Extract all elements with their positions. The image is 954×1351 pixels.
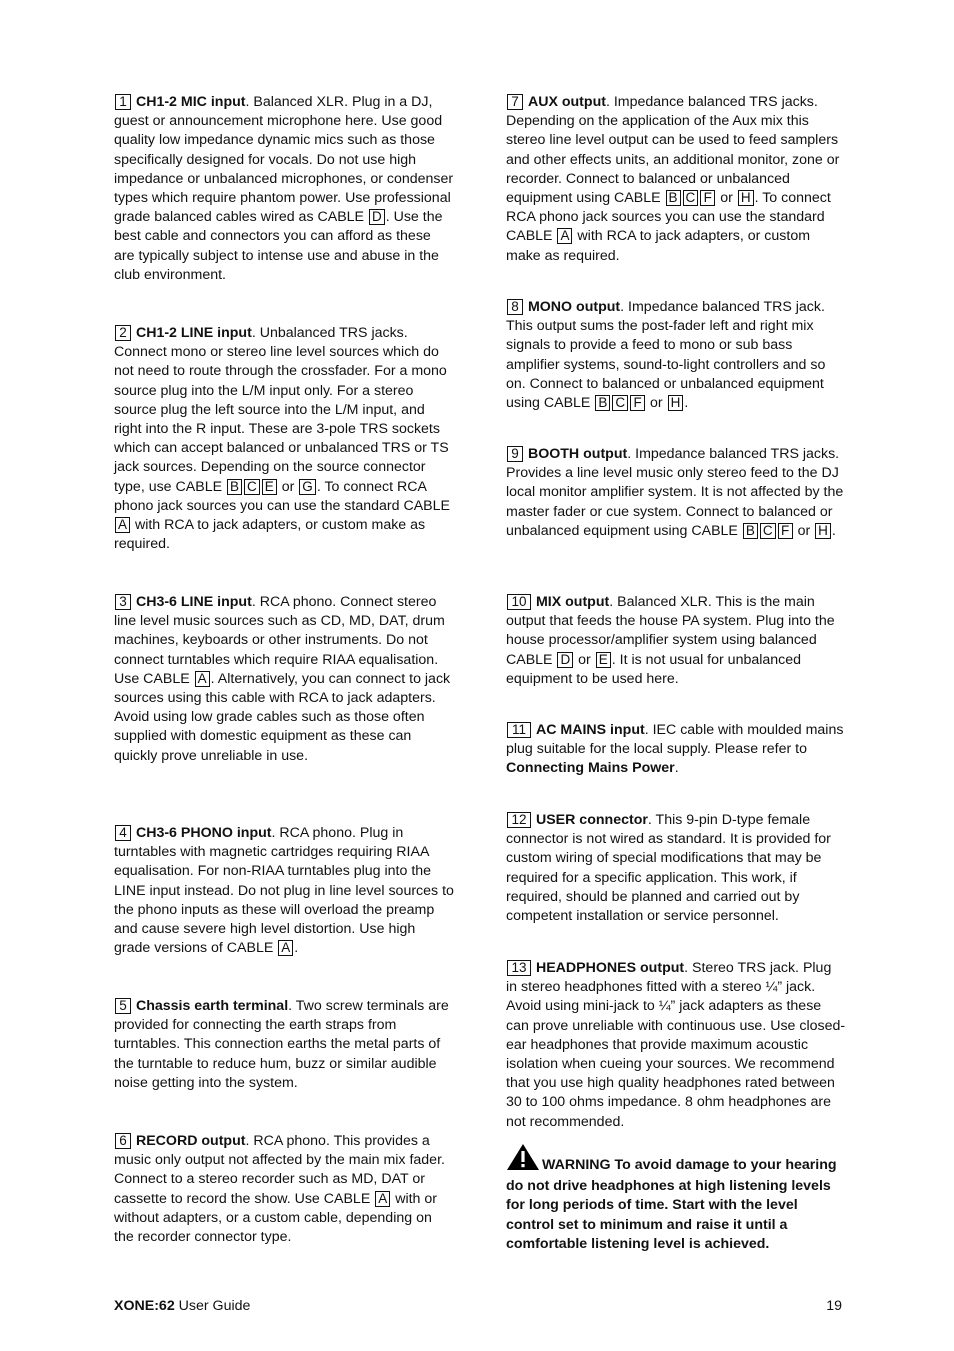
item-number: 10 (507, 594, 531, 610)
cable-ref: A (195, 671, 210, 687)
item-number: 7 (507, 94, 523, 110)
cable-ref: C (612, 395, 628, 411)
section-phono-input: 4 CH3-6 PHONO input. RCA phono. Plug in turntables with magnetic cartridges requiring RIAA equalisation. For non-RIAA turntables plug into the LINE input instead. Do not plug in line level sources to the phono inputs as these will overload the preamp and cause severe high level distortion. Use high grade versions of CABLE A . (114, 825, 454, 957)
cable-ref: B (743, 523, 758, 539)
section-title: BOOTH output (527, 446, 628, 462)
section-title: CH3-6 LINE input (135, 594, 252, 610)
section-ac-mains: 11 AC MAINS input. IEC cable with moulded mains plug suitable for the local supply. Please refer to Connecting Mains Power. (506, 722, 844, 777)
cable-ref: A (115, 517, 130, 533)
section-user-connector: 12 USER connector. This 9-pin D-type female connector is not wired as standard. It is provided for custom wiring of special modifications that may be required for a specific application. This work, if required, should be planned and carried out by competent installation or service personnel. (506, 812, 831, 925)
item-number: 2 (115, 325, 131, 341)
item-number: 8 (507, 299, 523, 315)
cable-ref: F (630, 395, 645, 411)
section-title: Chassis earth terminal (135, 998, 289, 1014)
cable-ref: H (738, 190, 754, 206)
section-title: AUX output (527, 94, 606, 110)
section-title: USER connector (535, 812, 648, 828)
cable-ref: B (595, 395, 610, 411)
section-title: HEADPHONES output (535, 960, 685, 976)
cable-ref: A (375, 1191, 390, 1207)
cable-ref: F (778, 523, 793, 539)
warning-label: WARNING (542, 1157, 611, 1173)
section-title: CH1-2 MIC input (135, 94, 246, 110)
section-ch3-6-line-input: 3 CH3-6 LINE input. RCA phono. Connect stereo line level music sources such as CD, MD, DAT, drum machines, keyboards or other instruments. Do not connect turntables which require RIAA equalisation. Use CABLE A . Alternatively, you can connect to jack sources using this cable with RCA to jack adapters. Avoid using low grade cables such as those often supplied with domestic equipment as these can quickly prove unreliable in use. (114, 594, 451, 764)
cable-ref: A (278, 940, 293, 956)
section-aux-output: 7 AUX output. Impedance balanced TRS jacks. Depending on the application of the Aux mix this stereo line level output can be used to feed samplers and other effects units, an additional monitor, zone or recorder. Connect to balanced or unbalanced equipment using CABLE B C F or H . To connect RCA phono jack sources you can use the standard CABLE A with RCA to jack adapters, or custom make as required. (506, 94, 840, 264)
section-title: MONO output (527, 299, 621, 315)
item-number: 9 (507, 446, 523, 462)
item-number: 12 (507, 812, 531, 828)
cable-ref: C (683, 190, 699, 206)
section-line-input: 2 CH1-2 LINE input. Unbalanced TRS jacks. Connect mono or stereo line level sources which do not need to route through the crossfader. For a mono source plug into the L/M input only. For a stereo source plug the left source into the L/M input, and right into the R input. These are 3-pole TRS sockets which can accept balanced or unbalanced TRS or TS jack sources. Depending on the source connector type, use CABLE B C E or G . To connect RCA phono jack sources you can use the standard CABLE A with RCA to jack adapters, or custom make as required. (114, 325, 450, 553)
footer-guide: User Guide (174, 1298, 251, 1314)
cable-ref: H (668, 395, 684, 411)
page-number: 19 (826, 1298, 842, 1314)
cable-ref: C (244, 479, 260, 495)
cable-ref: E (262, 479, 277, 495)
section-headphones-output: 13 HEADPHONES output. Stereo TRS jack. Plug in stereo headphones fitted with a stereo ¼” jack. Avoid using mini-jack to ¼” jack adapters as these can prove unreliable with continuous use. Use closed-ear headphones that provide maximum acoustic isolation when cueing your sources. We recommend that you use high quality headphones rated between 30 to 100 ohms impedance. 8 ohm headphones are not recommended. (506, 960, 846, 1130)
section-title: CH1-2 LINE input (135, 325, 252, 341)
section-booth-output: 9 BOOTH output. Impedance balanced TRS jacks. Provides a line level music only stereo feed to the DJ local monitor amplifier system. It is not affected by the master fader or cue system. Connect to balanced or unbalanced equipment using CABLE B C F or H . (506, 446, 844, 539)
item-number: 5 (115, 998, 131, 1014)
section-title: MIX output (535, 594, 610, 610)
section-mic-input: 1 CH1-2 MIC input. Balanced XLR. Plug in a DJ, guest or announcement microphone here. Use good quality low impedance dynamic mics such as those specifically designed for vocals. Do not use high impedance or unbalanced microphones, or condenser types which require phantom power. Use professional grade balanced cables wired as CABLE D . Use the best cable and connectors you can afford as these are typically subject to intense use and abuse in the club environment. (114, 94, 454, 283)
item-number: 13 (507, 960, 531, 976)
section-title: CH3-6 PHONO input (135, 825, 272, 841)
warning-text: To avoid damage to your hearing do not drive headphones at high listening levels for long periods of time. Start with the level control set to minimum and raise it until a comfortable listening level is achieved. (506, 1157, 837, 1252)
section-title: AC MAINS input (535, 722, 645, 738)
cable-ref: G (299, 479, 316, 495)
footer-brand: XONE:62 (114, 1298, 175, 1314)
cable-ref: C (760, 523, 776, 539)
cable-ref: E (596, 652, 611, 668)
cable-ref: D (557, 652, 573, 668)
warning-triangle-icon (506, 1143, 540, 1177)
item-number: 4 (115, 825, 131, 841)
section-record-output: 6 RECORD output. RCA phono. This provides a music only output not affected by the main mix fader. Connect to a stereo recorder such as MD, DAT or cassette to record the show. Use CABLE A with or without adapters, or a custom cable, depending on the recorder connector type. (114, 1133, 445, 1246)
cross-reference: Connecting Mains Power (506, 760, 675, 777)
cable-ref: D (369, 209, 385, 225)
cable-ref: A (557, 228, 572, 244)
item-number: 1 (115, 94, 131, 110)
section-chassis-earth: 5 Chassis earth terminal. Two screw terminals are provided for connecting the earth straps from turntables. This connection earths the metal parts of the turntable to reduce hum, buzz or similar audible noise getting into the system. (114, 998, 449, 1091)
warning-block (506, 1143, 846, 1254)
item-number: 11 (507, 722, 531, 738)
footer-title (114, 1298, 250, 1314)
cable-ref: H (815, 523, 831, 539)
section-mono-output: 8 MONO output. Impedance balanced TRS jack. This output sums the post-fader left and right mix signals to provide a feed to mono or sub bass amplifier systems, sound-to-light controllers and so on. Connect to balanced or unbalanced equipment using CABLE B C F or H . (506, 299, 826, 412)
cable-ref: B (227, 479, 242, 495)
cable-ref: B (666, 190, 681, 206)
section-title: RECORD output (135, 1133, 246, 1149)
section-mix-output: 10 MIX output. Balanced XLR. This is the main output that feeds the house PA system. Plug into the house processor/amplifier system using balanced CABLE D or E . It is not usual for unbalanced equipment to be used here. (506, 594, 835, 687)
item-number: 3 (115, 594, 131, 610)
item-number: 6 (115, 1133, 131, 1149)
cable-ref: F (700, 190, 715, 206)
